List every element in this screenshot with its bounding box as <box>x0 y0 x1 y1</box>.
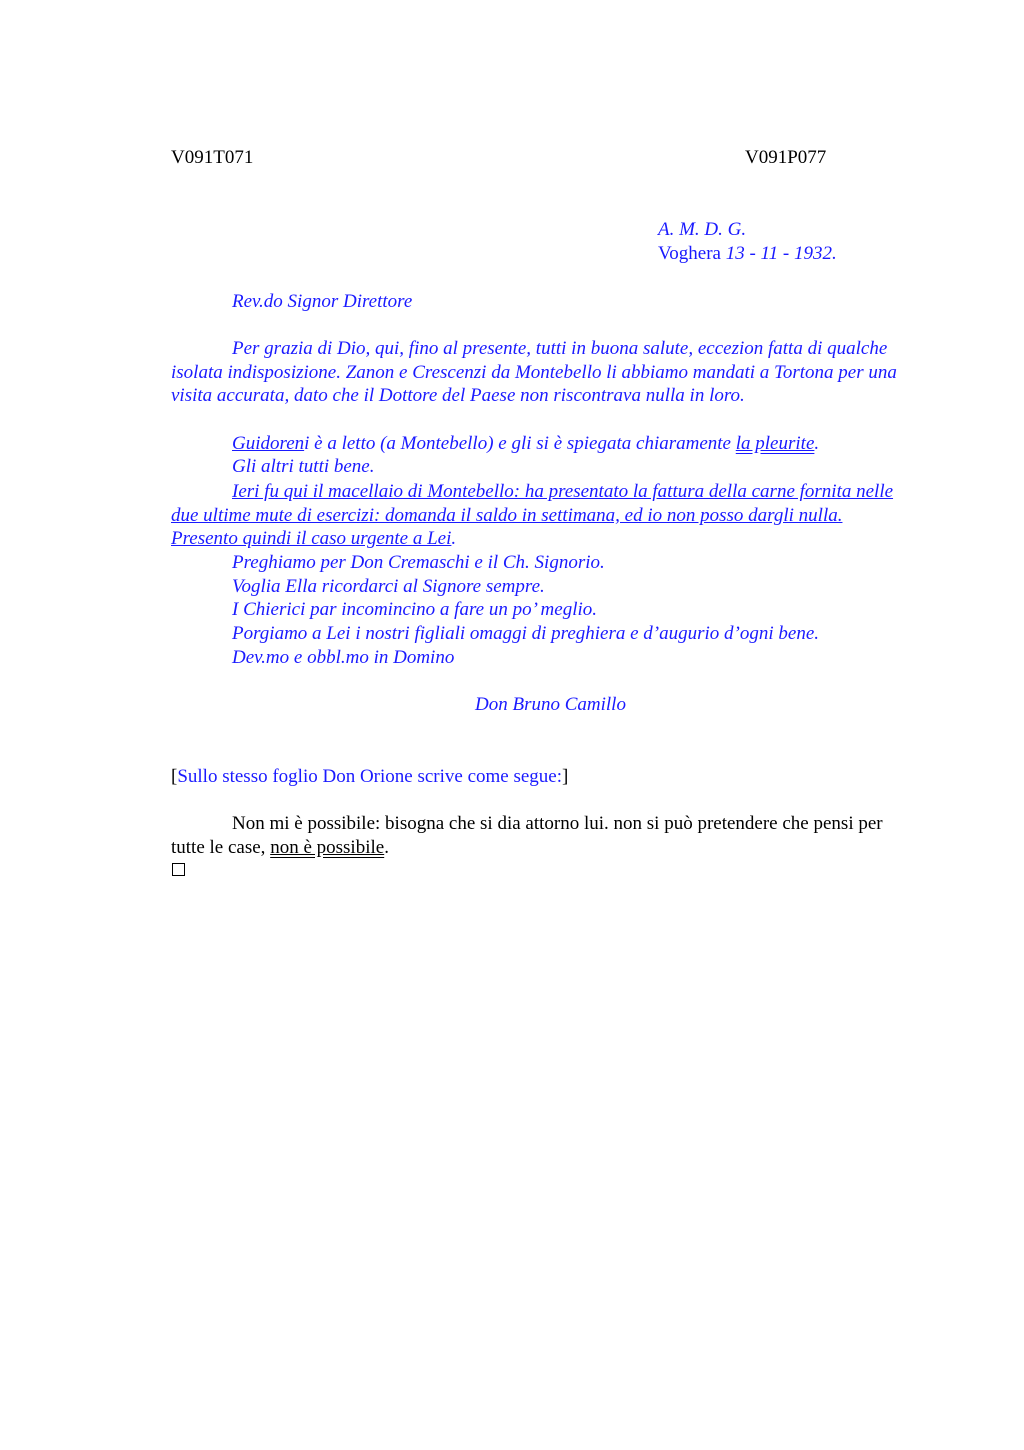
letter-signature: Don Bruno Camillo <box>475 694 626 715</box>
paragraph-2-text: i è a letto (a Montebello) e gli si è spiegata chiaramente <box>304 433 736 454</box>
reply-end: . <box>384 836 389 858</box>
letter-line-clerics: I Chierici par incomincino a fare un po’ meglio. <box>232 599 597 620</box>
letter-paragraph-1: Per grazia di Dio, qui, fino al presente, tutti in buona salute, eccezion fatta di qualche isolata indisposizione. Zanon e Crescenzi da Montebello li abbiamo mandati a Tortona per una visita accurata, dato che il Dottore del Paese non riscontrava nulla in loro. <box>171 338 897 407</box>
editorial-note <box>171 765 568 789</box>
bracket-open: [ <box>171 766 178 787</box>
paragraph-2-end: . <box>814 433 820 454</box>
letter-date: 13 - 11 - 1932. <box>725 243 837 264</box>
reply-underlined: non è possibile <box>270 836 385 858</box>
butcher-underlined: Ieri fu qui il macellaio di Montebello: ha presentato la fattura della carne fornita nelle due ultime mute di esercizi: domanda il saldo in settimana, ed io non posso dargli nulla. Presento quindi il caso urgente a Lei <box>171 481 894 550</box>
letter-line-homage: Porgiamo a Lei i nostri figliali omaggi di preghiera e d’augurio d’ogni bene. <box>232 623 820 644</box>
document-code-right: V091P077 <box>745 147 827 168</box>
editorial-note-text: Sullo stesso foglio Don Orione scrive come segue: <box>177 766 563 787</box>
letter-closing: Dev.mo e obbl.mo in Domino <box>232 647 455 668</box>
end-marker-box <box>172 863 185 876</box>
reply-text: Non mi è possibile: bisogna che si dia attorno lui. non si può pretendere che pensi per tutte le case, <box>171 813 883 858</box>
name-guidoreni: Guidoren <box>232 433 305 454</box>
letter-motto: A. M. D. G. <box>658 219 747 240</box>
letter-place: Voghera <box>658 243 721 264</box>
paragraph-3-end: . <box>451 528 457 550</box>
letter-paragraph-2 <box>171 432 911 456</box>
pleurite-underlined: la pleurite <box>735 433 815 454</box>
document-code-left: V091T071 <box>171 147 254 168</box>
letter-line-remember: Voglia Ella ricordarci al Signore sempre. <box>232 576 545 597</box>
letter-salutation: Rev.do Signor Direttore <box>232 291 413 312</box>
reply-paragraph <box>171 812 911 859</box>
bracket-close: ] <box>562 766 569 787</box>
letter-paragraph-3 <box>171 480 911 551</box>
letter-line-others: Gli altri tutti bene. <box>232 456 375 477</box>
letter-place-date <box>658 242 837 266</box>
letter-line-pray: Preghiamo per Don Cremaschi e il Ch. Signorio. <box>232 552 605 573</box>
